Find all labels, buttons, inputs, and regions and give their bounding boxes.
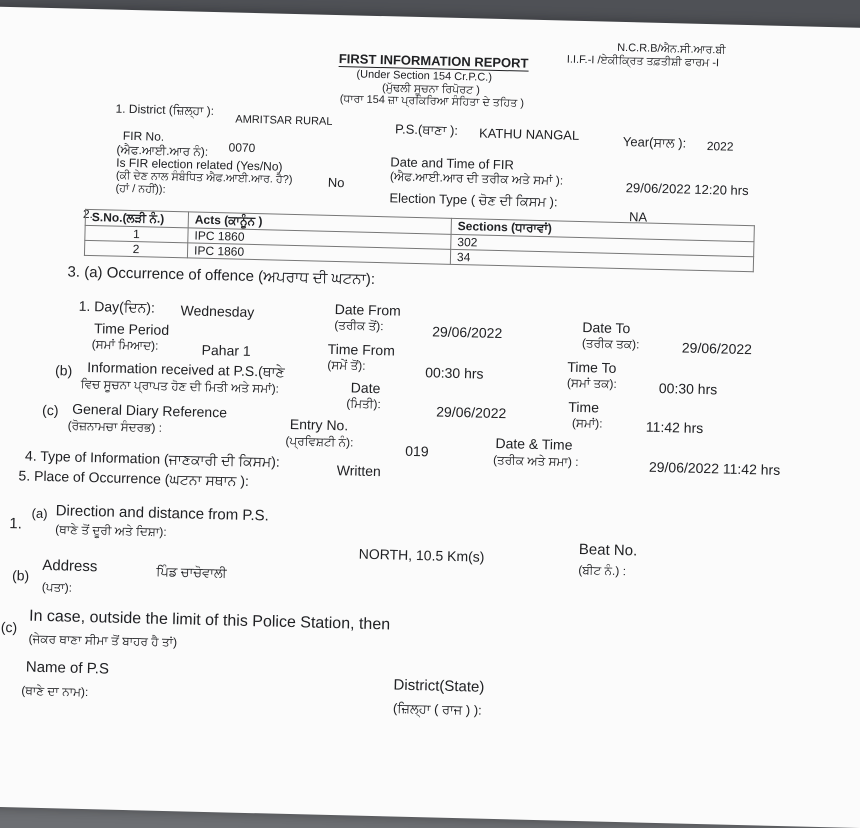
info-time-label: Time	[568, 398, 600, 416]
page-title: FIRST INFORMATION REPORT	[338, 51, 529, 71]
direction-label-punjabi: (ਥਾਣੇ ਤੋਂ ਦੂਰੀ ਅਤੇ ਦਿਸ਼ਾ):	[55, 522, 167, 539]
district-value: AMRITSAR RURAL	[235, 113, 333, 128]
year-value: 2022	[706, 139, 734, 154]
gd-label: General Diary Reference	[71, 400, 228, 421]
fir-no-value: 0070	[228, 140, 256, 156]
election-related-value: No	[327, 174, 345, 191]
info-time-value: 11:42 hrs	[645, 418, 704, 437]
time-period-label-punjabi: (ਸਮਾਂ ਮਿਆਦ):	[91, 337, 159, 353]
day-value: Wednesday	[180, 302, 255, 321]
address-label-punjabi: (ਪਤਾ):	[41, 579, 73, 595]
info-received-marker: (b)	[54, 362, 73, 379]
district-label: 1. District (ਜ਼ਿਲ੍ਹਾ ):	[115, 101, 215, 118]
election-type-label: Election Type ( ਚੋਣ ਦੀ ਕਿਸਮ ):	[389, 190, 558, 210]
time-period-label: Time Period	[93, 320, 170, 338]
district-state-label: District(State)	[393, 676, 485, 696]
outside-limit-label: In case, outside the limit of this Police Station, then	[28, 607, 391, 634]
day-label: 1. Day(ਦਿਨ):	[78, 297, 156, 316]
date-from-value: 29/06/2022	[431, 323, 503, 342]
date-to-label-punjabi: (ਤਰੀਕ ਤਕ):	[581, 336, 640, 352]
ps-value: KATHU NANGAL	[478, 125, 580, 143]
address-value: ਪਿੰਡ ਚਾਚੋਵਾਲੀ	[156, 563, 227, 581]
outside-limit-label-punjabi: (ਜੇਕਰ ਥਾਣਾ ਸੀਮਾ ਤੋਂ ਬਾਹਰ ਹੈ ਤਾਂ)	[28, 631, 178, 650]
gd-label-punjabi: (ਰੋਜ਼ਨਾਮਚਾ ਸੰਦਰਭ) :	[67, 418, 163, 435]
date-from-label: Date From	[334, 301, 402, 319]
info-date-label: Date	[350, 379, 381, 397]
direction-label: Direction and distance from P.S.	[55, 502, 270, 525]
outside-marker: (c)	[0, 618, 18, 636]
cell-section: 34	[450, 249, 753, 271]
place-item-number: 1.	[9, 515, 23, 533]
cell-section: 302	[451, 234, 754, 256]
info-time-label-punjabi: (ਸਮਾਂ):	[571, 415, 603, 431]
acts-sections-table	[82, 206, 755, 272]
subtitle-punjabi: (ਮੁੱਢਲੀ ਸੂਚਨਾ ਰਿਪੋਰਟ )	[381, 82, 481, 97]
acts-section-number: 2.	[82, 206, 94, 222]
occurrence-heading: 3. (a) Occurrence of offence (ਅਪਰਾਧ ਦੀ ਘਟਨਾ):	[67, 263, 376, 288]
election-type-value: NA	[628, 209, 648, 225]
gd-datetime-value: 29/06/2022 11:42 hrs	[648, 458, 781, 478]
district-state-label-punjabi: (ਜ਼ਿਲ੍ਹਾ ( ਰਾਜ ) ):	[392, 700, 482, 718]
fir-datetime-label-punjabi: (ਐਫ.ਆਈ.ਆਰ ਦੀ ਤਰੀਕ ਅਤੇ ਸਮਾਂ ):	[389, 169, 564, 188]
election-question: Is FIR election related (Yes/No)	[116, 155, 283, 174]
cell-sno: 2	[84, 240, 187, 258]
year-label: Year(ਸਾਲ ):	[622, 133, 687, 151]
ps-name-label-punjabi: (ਥਾਣੇ ਦਾ ਨਾਮ):	[21, 683, 89, 700]
column-header-acts: Acts (ਕਾਨੂੰਨ )	[188, 212, 451, 234]
info-date-label-punjabi: (ਮਿਤੀ):	[346, 396, 381, 412]
info-received-label-punjabi: ਵਿਚ ਸੂਚਨਾ ਪ੍ਰਾਪਤ ਹੋਣ ਦੀ ਮਿਤੀ ਅਤੇ ਸਮਾਂ):	[80, 376, 280, 396]
time-to-value: 00:30 hrs	[658, 379, 718, 398]
election-question-punjabi: (ਕੀ ਦੇਣ ਨਾਲ ਸੰਬੰਧਿਤ ਐਫ.ਆਈ.ਆਰ. ਹੈ?)	[115, 169, 293, 186]
time-period-value: Pahar 1	[201, 341, 251, 359]
type-of-information-value: Written	[336, 462, 382, 480]
subtitle-section: (Under Section 154 Cr.P.C.)	[356, 68, 493, 84]
time-to-label-punjabi: (ਸਮਾਂ ਤਕ):	[566, 375, 617, 391]
gd-entry-label: Entry No.	[289, 415, 349, 434]
fir-datetime-label: Date and Time of FIR	[390, 154, 515, 173]
gd-datetime-label-punjabi: (ਤਰੀਕ ਅਤੇ ਸਮਾ) :	[492, 452, 579, 470]
beat-no-label: Beat No.	[578, 541, 638, 560]
fir-no-label: FIR No.	[122, 128, 165, 144]
direction-marker: (a)	[31, 505, 48, 522]
time-from-label-punjabi: (ਸਮੇਂ ਤੋਂ):	[327, 357, 366, 373]
direction-distance-value: NORTH, 10.5 Km(s)	[358, 545, 485, 565]
column-header-sections: Sections (ਧਾਰਾਵਾਂ)	[451, 218, 754, 241]
ps-label: P.S.(ਥਾਣਾ ):	[394, 121, 459, 138]
type-of-information-label: 4. Type of Information (ਜਾਣਕਾਰੀ ਦੀ ਕਿਸਮ):	[24, 447, 280, 470]
gd-entry-label-punjabi: (ਪ੍ਰਵਿਸ਼ਟੀ ਨੰ):	[285, 433, 354, 450]
gd-datetime-label: Date & Time	[495, 434, 573, 453]
time-to-label: Time To	[567, 358, 617, 376]
iif-code: I.I.F.-I /ਏਕੀਕ੍ਰਿਤ ਤਫ਼ਤੀਸ਼ੀ ਫਾਰਮ -I	[566, 53, 720, 70]
gd-marker: (c)	[41, 401, 59, 419]
time-from-value: 00:30 hrs	[424, 364, 484, 382]
date-to-label: Date To	[582, 319, 631, 337]
ncrb-code: N.C.R.B/ਐਨ.ਸੀ.ਆਰ.ਬੀ	[617, 41, 726, 57]
fir-datetime-value: 29/06/2022 12:20 hrs	[625, 180, 749, 199]
address-marker: (b)	[11, 567, 30, 584]
election-yesno-punjabi: (ਹਾਂ / ਨਹੀਂ)):	[115, 182, 166, 196]
info-date-value: 29/06/2022	[436, 403, 507, 422]
cell-act: IPC 1860	[188, 228, 451, 249]
fir-document-page	[0, 6, 860, 828]
column-header-sno: S.No.(ਲੜੀ ਨੰ.)	[85, 209, 188, 228]
address-label: Address	[42, 556, 98, 576]
place-of-occurrence-heading: 5. Place of Occurrence (ਘਟਨਾ ਸਥਾਨ ):	[18, 467, 250, 489]
date-to-value: 29/06/2022	[681, 339, 753, 358]
date-from-label-punjabi: (ਤਰੀਕ ਤੋਂ):	[334, 317, 384, 334]
gd-entry-value: 019	[405, 442, 429, 460]
cell-sno: 1	[85, 225, 188, 243]
info-received-label: Information received at P.S.(ਥਾਣੇ	[87, 358, 285, 380]
cell-act: IPC 1860	[187, 243, 450, 264]
time-from-label: Time From	[327, 340, 396, 359]
beat-no-label-punjabi: (ਬੀਟ ਨੰ.) :	[578, 563, 627, 579]
subtitle-section-punjabi: (ਧਾਰਾ 154 ਜ਼ਾ ਪ੍ਰਕਿਰਿਆ ਸੰਹਿਤਾ ਦੇ ਤਹਿਤ )	[339, 93, 525, 110]
fir-no-label-punjabi: (ਐਫ.ਆਈ.ਆਰ ਨੰ):	[116, 142, 209, 159]
ps-name-label: Name of P.S	[25, 658, 110, 678]
